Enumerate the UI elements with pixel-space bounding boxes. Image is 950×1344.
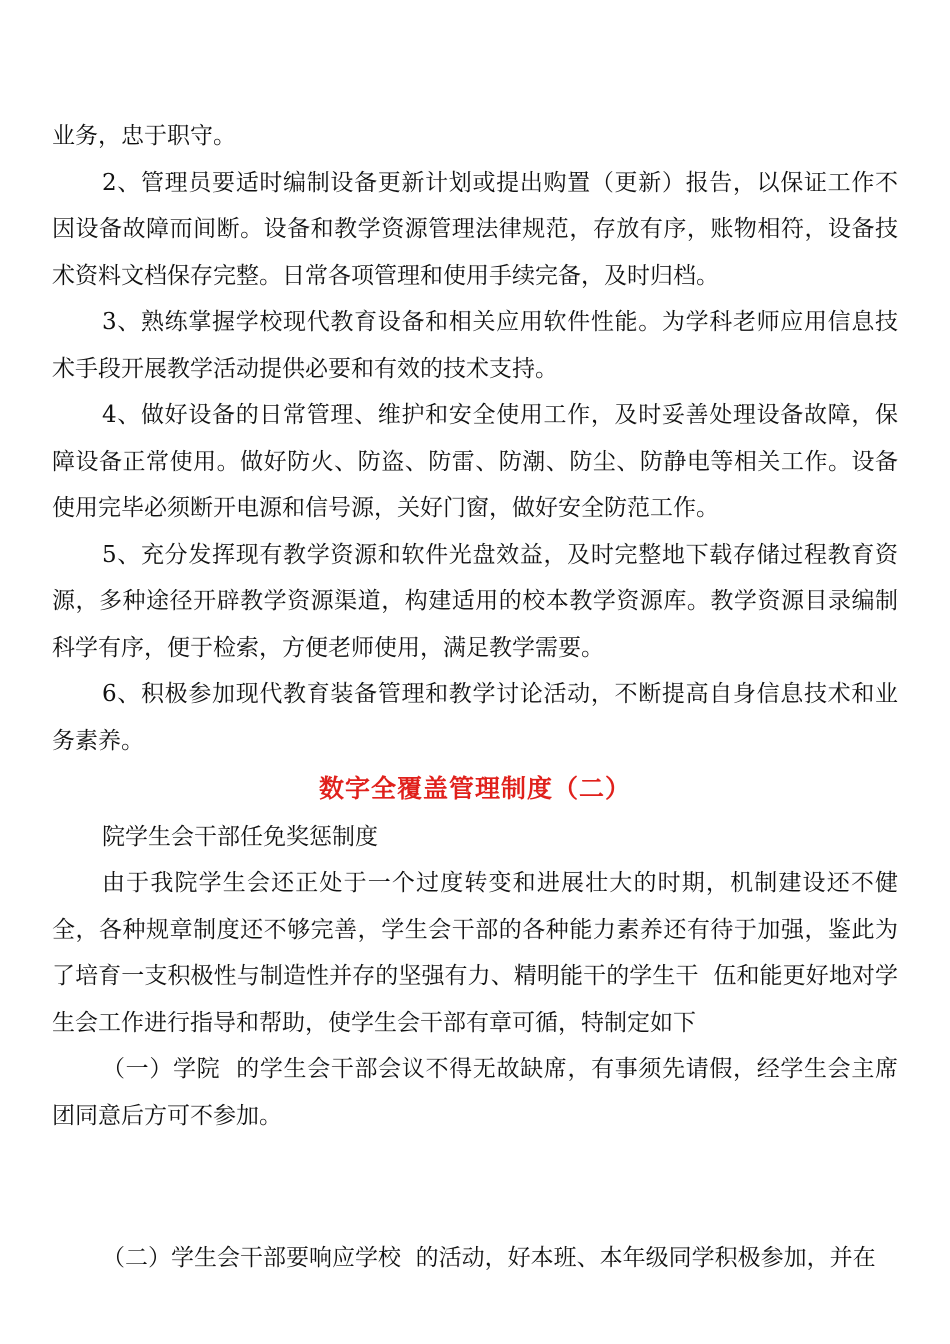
paragraph-rule-2: （二）学生会干部要响应学校 的活动，好本班、本年级同学积极参加，并在: [102, 1245, 876, 1271]
paragraph-item-3: 3、熟练掌握学校现代教育设备和相关应用软件性能。为学科老师应用信息技术手段开展教学活动提供必要和有效的技术支持。: [52, 309, 898, 382]
paragraph-item-2: 2、管理员要适时编制设备更新计划或提出购置（更新）报告，以保证工作不因设备故障而间断。设备和教学资源管理法律规范，存放有序，账物相符，设备技术资料文档保存完整。日常各项管理和使用手续完备，及时归档。: [52, 169, 898, 289]
paragraph-continuation: 业务，忠于职守。: [52, 123, 236, 149]
paragraph-item-4: 4、做好设备的日常管理、维护和安全使用工作，及时妥善处理设备故障，保障设备正常使用。做好防火、防盗、防雷、防潮、防尘、防静电等相关工作。设备使用完毕必须断开电源和信号源，关好门窗，做好安全防范工作。: [52, 402, 898, 521]
blank-spacer: [52, 1139, 898, 1235]
paragraph-item-5: 5、充分发挥现有教学资源和软件光盘效益，及时完整地下载存储过程教育资源，多种途径开辟教学资源渠道，构建适用的校本教学资源库。教学资源目录编制科学有序，便于检索，方便老师使用，满足教学需要。: [52, 541, 898, 661]
section-heading: 数字全覆盖管理制度（二）: [318, 774, 631, 803]
paragraph-intro: 由于我院学生会还正处于一个过度转变和进展壮大的时期，机制建设还不健全，各种规章制度还不够完善，学生会干部的各种能力素养还有待于加强，鉴此为了培育一支积极性与制造性并存的坚强有力、精明能干的学生干 伍和能更好地对学生会工作进行指导和帮助，使学生会干部有章可循，特制定如下: [52, 870, 898, 1036]
paragraph-item-6: 6、积极参加现代教育装备管理和教学讨论活动，不断提高自身信息技术和业务素养。: [52, 681, 898, 754]
paragraph-rule-1: （一）学院 的学生会干部会议不得无故缺席，有事须先请假，经学生会主席团同意后方可不参加。: [52, 1056, 898, 1129]
document-page: [52, 113, 898, 1282]
section-subtitle: 院学生会干部任免奖惩制度: [102, 824, 378, 850]
